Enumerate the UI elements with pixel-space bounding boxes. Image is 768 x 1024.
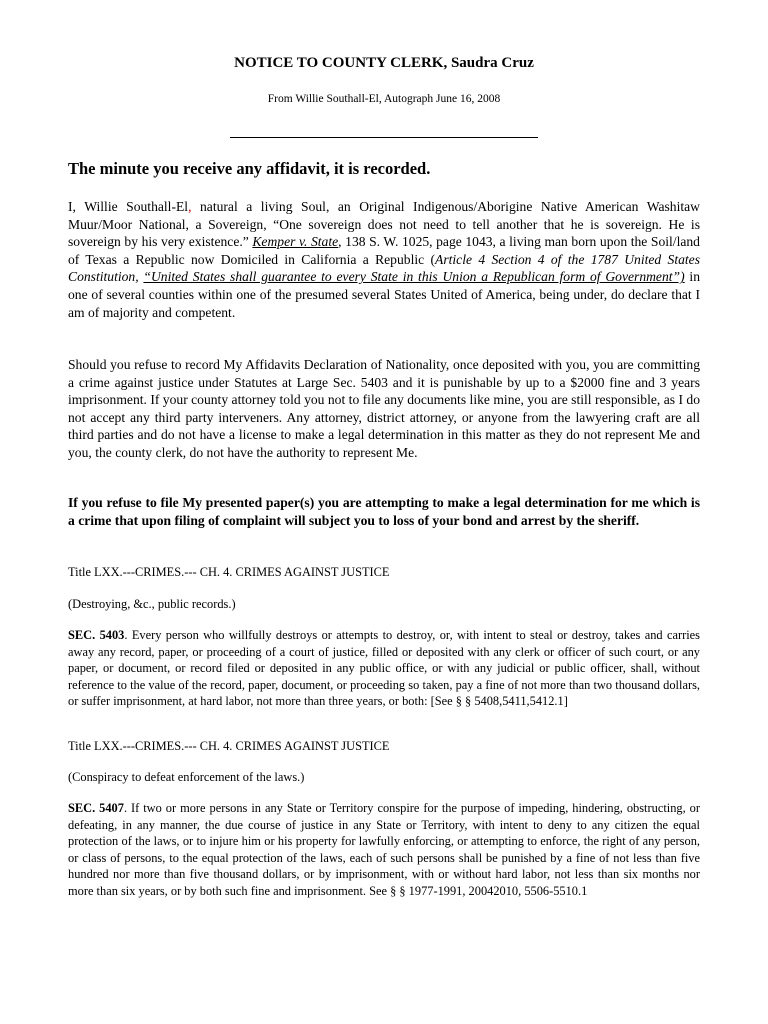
sec-5403-label: SEC. 5403 (68, 628, 125, 642)
subtitle-line-1: (Destroying, &c., public records.) (68, 597, 236, 611)
declaration-text-2: , 138 S. W. 1025, page 1043, a living man born upon the Soil/land of Texas a Republic now Domiciled in California a Republic ( (68, 234, 700, 267)
title-line-1: Title LXX.---CRIMES.--- CH. 4. CRIMES AGAINST JUSTICE (68, 565, 390, 579)
from-line: From Willie Southall-El, Autograph June 16, 2008 (267, 93, 501, 105)
declaration-text-3: in one of several counties within one of the presumed several States United of America, being under, do declare that I am of majority and competent. (68, 269, 701, 320)
red-comma: , (188, 199, 192, 214)
declaration-text: natural a living Soul, an Original Indigenous/Aborigine Native American Washitaw Muur/Moor National, a Sovereign, “One sovereign does not need to tell another that he is sovereign. He is sovereign by his very existence.” (68, 199, 700, 250)
sec-5407-paragraph (68, 800, 700, 900)
sec-5403-paragraph (68, 627, 700, 710)
horizontal-rule (230, 137, 538, 138)
subtitle-line-2: (Conspiracy to defeat enforcement of the laws.) (68, 770, 305, 784)
declarant-name: I, Willie Southall-El (68, 199, 189, 214)
declaration-paragraph (68, 198, 700, 321)
sec-5407-label: SEC. 5407 (68, 801, 124, 815)
title-line-2: Title LXX.---CRIMES.--- CH. 4. CRIMES AGAINST JUSTICE (68, 739, 390, 753)
section-heading: The minute you receive any affidavit, it is recorded. (68, 159, 431, 178)
case-citation: Kemper v. State (252, 234, 339, 250)
bold-warning-paragraph: If you refuse to file My presented paper(s) you are attempting to make a legal determination for me which is a crime that upon filing of complaint will subject you to loss of your bond and arrest by the sheriff. (68, 495, 700, 528)
document-title: NOTICE TO COUNTY CLERK, Saudra Cruz (234, 55, 534, 71)
sec-5403-text: . Every person who willfully destroys or attempts to destroy, or, with intent to steal or destroy, takes and carries away any record, paper, or proceeding of a court of justice, filled or deposited with any clerk or officer of such court, or any paper, or document, or record filed or deposited in any public office, or with any judicial or public officer, shall, without reference to the value of the record, paper, document, or proceeding so taken, pay a fine of not more than two thousand dollars, or suffer imprisonment, at hard labor, not more than three years, or both: [See § § 5408,5411,5412.1] (68, 628, 700, 709)
article-citation: Article 4 Section 4 of the 1787 United States Constitution, (68, 251, 700, 285)
constitution-quote: “United States shall guarantee to every State in this Union a Republican form of Government”) (143, 269, 685, 285)
sec-5407-text: . If two or more persons in any State or Territory conspire for the purpose of impeding, hindering, obstructing, or defeating, in any manner, the due course of justice in any State or Territory, with intent to deny to any citizen the equal protection of the laws, or to injure him or his property for lawfully enforcing, or attempting to enforce, the right of any person, or class of persons, to the equal protection of the laws, each of such persons shall be punished by a fine of not less than five hundred nor more than five thousand dollars, or by imprisonment, with or without hard labor, not less than six months nor more than six years, or by both such fine and imprisonment. See § § 1977-1991, 20042010, 5506-5510.1 (68, 801, 700, 898)
warning-paragraph: Should you refuse to record My Affidavits Declaration of Nationality, once deposited with you, you are committing a crime against justice under Statutes at Large Sec. 5403 and it is punishable by up to a $2000 fine and 3 years imprisonment. If your county attorney told you not to file any documents like mine, you are still responsible, as I do not accept any third party interveners. Any attorney, district attorney, or anyone from the lawyering craft are all third parties and do not have a license to make a legal determination in this matter as they do not represent Me and you, the county clerk, do not have the authority to represent Me. (68, 357, 700, 460)
